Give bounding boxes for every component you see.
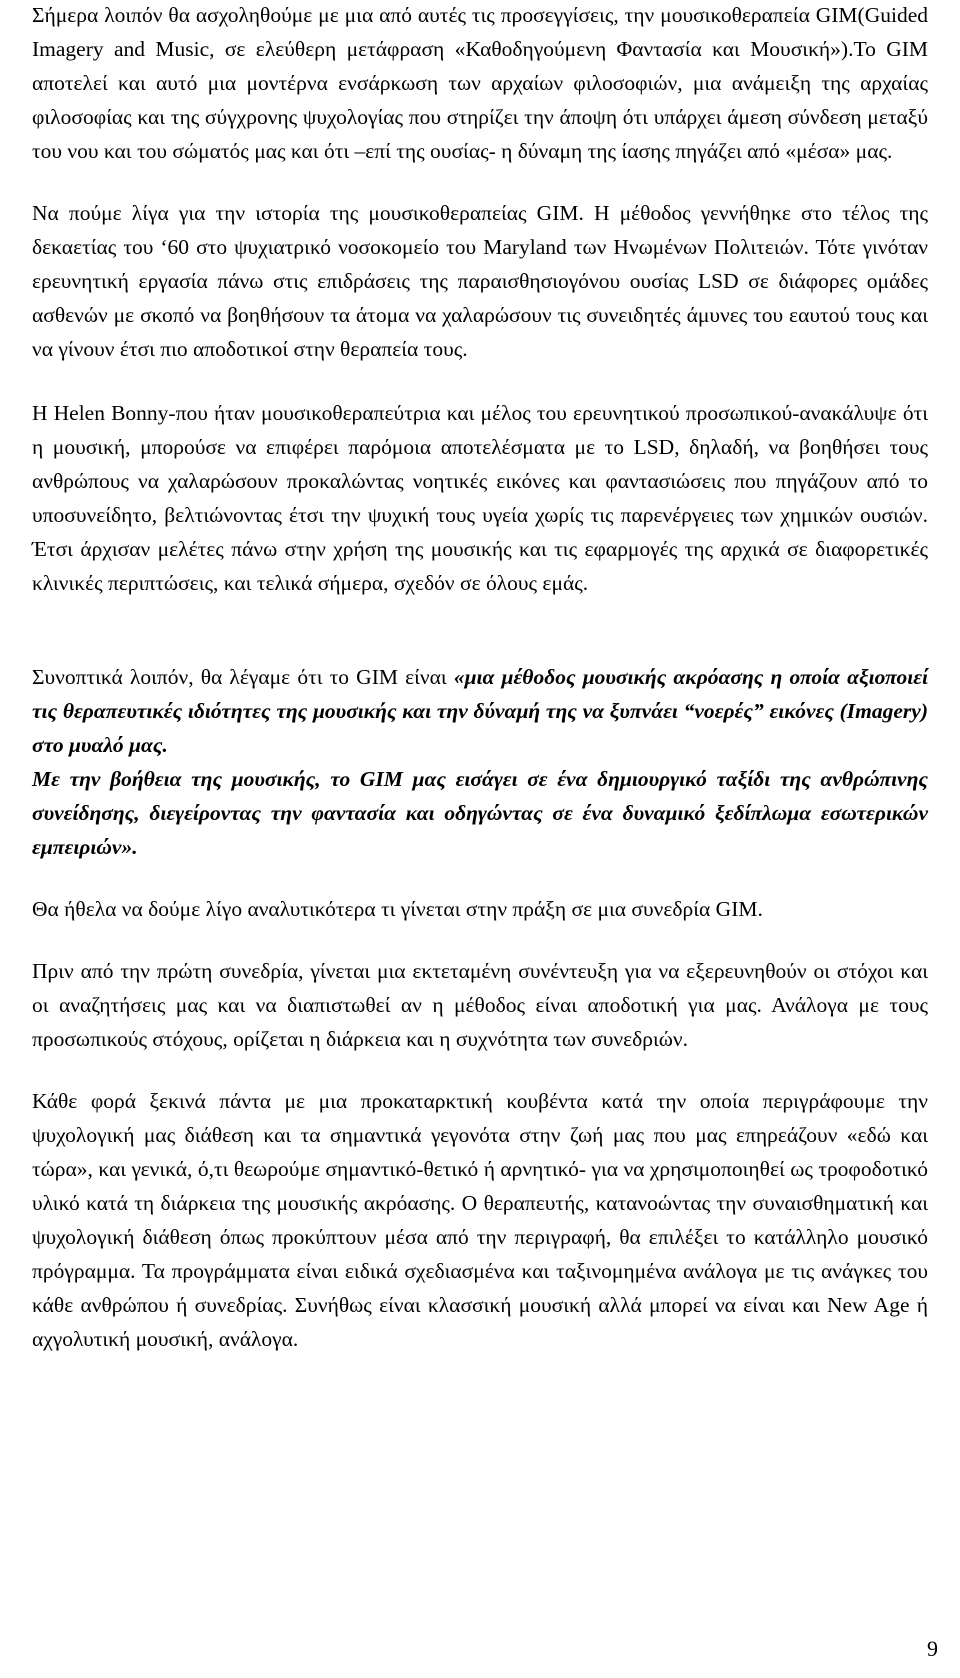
paragraph-helen-bonny: Η Helen Bonny-που ήταν μουσικοθεραπεύτρια και μέλος του ερευνητικού προσωπικού-ανακάλυψε ότι η μουσική, μπορούσε να επιφέρει παρόμοια αποτελέσματα με το LSD, δηλαδή, να βοηθήσει τους ανθρώπους να χαλαρώσουν προκαλώντας νοητικές εικόνες και φαντασιώσεις που πηγάζουν από το υποσυνείδητο, βελτιώνοντας έτσι την ψυχική τους υγεία χωρίς τις παρενέργειες των χημικών ουσιών. Έτσι άρχισαν μελέτες πάνω στην χρήση της μουσικής και τις εφαρμογές της αρχικά σε διαφορετικές κλινικές περιπτώσεις, και τελικά σήμερα, σχεδόν σε όλους εμάς. — [32, 401, 928, 595]
paragraph-spacer — [32, 168, 928, 196]
paragraph-history: Να πούμε λίγα για την ιστορία της μουσικοθεραπείας GIM. Η μέθοδος γεννήθηκε στο τέλος της δεκαετίας του ‘60 στο ψυχιατρικό νοσοκομείο του Maryland των Ηνωμένων Πολιτειών. Τότε γινόταν ερευνητική εργασία πάνω στις επιδράσεις της παραισθησιογόνου ουσίας LSD σε διάφορες ομάδες ασθενών με σκοπό να βοηθήσουν τα άτομα να χαλαρώσουν τις συνειδητές άμυνες του εαυτού τους και να γίνουν έτσι πιο αποδοτικοί στην θεραπεία τους. — [32, 201, 928, 361]
paragraph-first-session: Πριν από την πρώτη συνεδρία, γίνεται μια εκτεταμένη συνέντευξη για να εξερευνηθούν οι στόχοι και οι αναζητήσεις μας και να διαπιστωθεί αν η μέθοδος είναι αποδοτική για μας. Ανάλογα με τους προσωπικούς στόχους, ορίζεται η διάρκεια και η συχνότητα των συνεδριών. — [32, 959, 928, 1051]
paragraph-summary — [32, 660, 928, 762]
paragraph-session-process: Κάθε φορά ξεκινά πάντα με μια προκαταρκτική κουβέντα κατά την οποία περιγράφουμε την ψυχολογική μας διάθεση και τα σημαντικά γεγονότα στην ζωή μας που μας επηρεάζουν «εδώ και τώρα», και γενικά, ό,τι θεωρούμε σημαντικό-θετικό ή αρνητικό- για να χρησιμοποιηθεί ως τροφοδοτικό υλικό κατά τη διάρκεια της μουσικής ακρόασης. Ο θεραπευτής, κατανοώντας την συναισθηματική και ψυχολογική διάθεση όπως προκύπτουν μέσα από την περιγραφή, θα επιλέξει το κατάλληλο μουσικό πρόγραμμα. Τα προγράμματα είναι ειδικά σχεδιασμένα και ταξινομημένα ανάλογα με τις ανάγκες του κάθε ανθρώπου ή συνεδρίας. Συνήθως είναι κλασσική μουσική αλλά μπορεί να είναι και New Age ή αχγολυτική μουσική, ανάλογα. — [32, 1089, 928, 1351]
paragraph-spacer — [32, 600, 928, 660]
document-page — [32, 0, 928, 1356]
paragraph-spacer — [32, 366, 928, 396]
summary-intro: Συνοπτικά λοιπόν, θα λέγαμε ότι το GIM είναι — [32, 665, 454, 689]
summary-definition: «μια μέθοδος μουσικής ακρόασης η οποία αξιοποιεί τις θεραπευτικές ιδιότητες της μουσικής και την δύναμή της να ξυπνάει “νοερές” εικόνες (Imagery) στο μυαλό μας. — [32, 665, 928, 757]
paragraph-session-intro: Θα ήθελα να δούμε λίγο αναλυτικότερα τι γίνεται στην πράξη σε μια συνεδρία GIM. — [32, 897, 763, 921]
paragraph-introduction: Σήμερα λοιπόν θα ασχοληθούμε με μια από αυτές τις προσεγγίσεις, την μουσικοθεραπεία GIM(Guided Imagery and Music, σε ελεύθερη μετάφραση «Καθοδηγούμενη Φαντασία και Μουσική»).Το GIM αποτελεί και αυτό μια μοντέρνα ενσάρκωση των αρχαίων φιλοσοφιών, μια ανάμειξη της αρχαίας φιλοσοφίας και της σύγχρονης ψυχολογίας που στηρίζει την άποψη ότι υπάρχει άμεση σύνδεση μεταξύ του νου και του σώματός μας και ότι –επί της ουσίας- η δύναμη της ίασης πηγάζει από «μέσα» μας. — [32, 3, 928, 163]
paragraph-spacer — [32, 926, 928, 954]
page-number: 9 — [927, 1636, 938, 1661]
paragraph-spacer — [32, 864, 928, 892]
paragraph-summary-continuation: Με την βοήθεια της μουσικής, το GIM μας εισάγει σε ένα δημιουργικό ταξίδι της ανθρώπινης συνείδησης, διεγείροντας την φαντασία και οδηγώντας σε ένα δυναμικό ξεδίπλωμα εσωτερικών εμπειριών». — [32, 767, 928, 859]
paragraph-spacer — [32, 1056, 928, 1084]
